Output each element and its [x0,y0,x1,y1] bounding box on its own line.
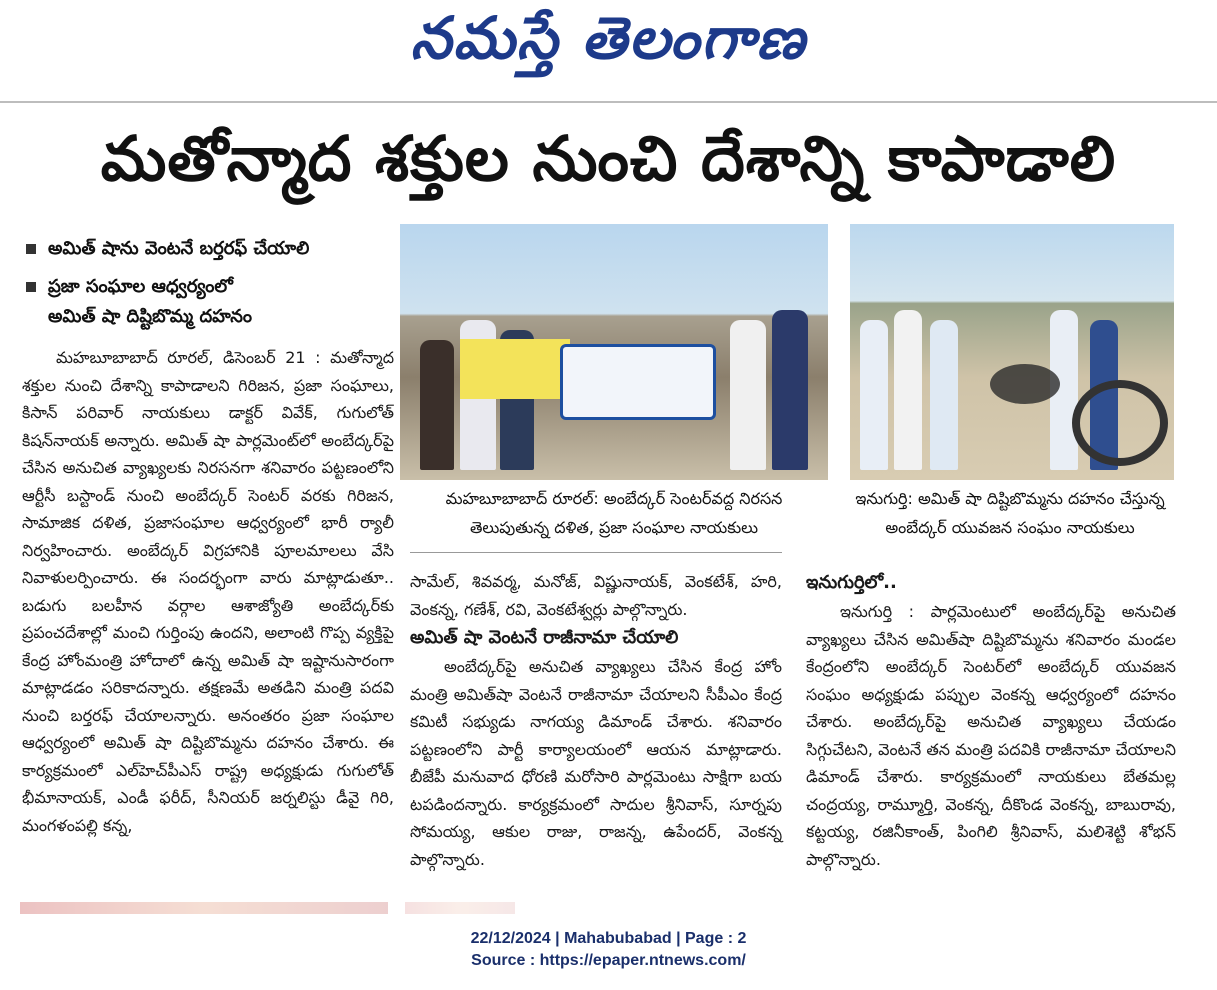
masthead-title: నమస్తే తెలంగాణ [410,4,807,72]
photo-caption-effigy: ఇనుగుర్తి: అమిత్ షా దిష్టిబొమ్మను దహనం చేస్తున్న అంబేద్కర్ యువజన సంఘం నాయకులు [855,489,1165,537]
article-column-1 [22,344,394,839]
section-subhead: ఇనుగుర్తిలో.. [806,572,897,593]
bullet-text-continued: అమిత్ షా దిష్టిబొమ్మ దహనం [48,306,252,327]
cropped-image-strip [20,902,388,914]
headline: మతోన్మాద శక్తుల నుంచి దేశాన్ని కాపాడాలి [100,122,1117,195]
bullet-square-icon [26,244,36,254]
bullet-item [22,272,392,332]
footer-source: Source : https://epaper.ntnews.com/ [471,952,746,969]
article-paragraph: అంబేద్కర్‌పై అనుచిత వ్యాఖ్యలు చేసిన కేంద్ర హోం మంత్రి అమిత్‌షా వెంటనే రాజీనామా చేయాలని సీపీఎం కేంద్ర కమిటీ సభ్యుడు నాగయ్య డిమాండ్ చేశారు. శనివారం పట్టణంలోని పార్టీ కార్యాలయంలో ఆయన మాట్లాడారు. బీజేపీ మనువాద ధోరణి మరోసారి పార్లమెంటు సాక్షిగా బయ టపడిందన్నారు. కార్యక్రమంలో సాదుల శ్రీనివాస్, సూర్నపు సోమయ్య, ఆకుల రాజు, రాజన్న, ఉపేందర్, వెంకన్న పాల్గొన్నారు. [410,657,782,869]
bullet-item [22,234,392,264]
masthead-divider [0,101,1217,103]
bullet-square-icon [26,282,36,292]
bullet-text: ప్రజా సంఘాల ఆధ్వర్యంలో [48,276,233,297]
rally-photo [400,224,828,480]
article-paragraph: ఇనుగుర్తి : పార్లమెంటులో అంబేద్కర్‌పై అనుచిత వ్యాఖ్యలు చేసిన అమిత్‌షా దిష్టిబొమ్మను శనివారం మండల కేంద్రంలోని అంబేద్కర్ సెంటర్‌లో అంబేద్కర్ యువజన సంఘం అధ్యక్షుడు పప్పుల వెంకన్న ఆధ్వర్యంలో దహనం చేశారు. అంబేద్కర్‌పై అనుచిత వ్యాఖ్యలు చేయడం సిగ్గుచేటని, వెంటనే తన మంత్రి పదవికి రాజీనామా చేయాలని డిమాండ్ చేశారు. కార్యక్రమంలో నాయకులు బేతమల్ల చంద్రయ్య, రామ్మూర్తి, వెంకన్న, దీకొండ వెంకన్న, బాబురావు, కట్టయ్య, రజినీకాంత్, పింగిలి శ్రీనివాస్, మలిశెట్టి శోభన్ పాల్గొన్నారు. [806,602,1176,869]
section-subhead: అమిత్ షా వెంటనే రాజీనామా చేయాలి [410,627,679,648]
article-paragraph: మహబూబాబాద్ రూరల్, డిసెంబర్ 21 : మతోన్మాద శక్తుల నుంచి దేశాన్ని కాపాడాలని గిరిజన, ప్రజా సంఘాలు, కిసాన్ పరివార్ నాయకులు డాక్టర్ వివేక్, గుగులోత్ కిషన్‌నాయక్ అన్నారు. అమిత్ షా పార్లమెంట్‌లో అంబేద్కర్‌పై చేసిన అనుచిత వ్యాఖ్యలకు నిరసనగా శనివారం పట్టణంలోని ఆర్టీసీ బస్టాండ్ నుంచి అంబేద్కర్ సెంటర్ వరకు గిరిజన, సామాజిక దళిత, ప్రజాసంఘాల ఆధ్వర్యంలో భారీ ర్యాలీ నిర్వహించారు. అంబేద్కర్ విగ్రహానికి పూలమాలలు వేసి నివాళులర్పించారు. ఈ సందర్భంగా వారు మాట్లాడుతూ.. బడుగు బలహీన వర్గాల ఆశాజ్యోతి అంబేద్కర్‌కు ప్రపంచదేశాల్లో మంచి గుర్తింపు ఉందని, అలాంటి గొప్ప వ్యక్తిపై కేంద్ర హోంమంత్రి హోదాలో ఉన్న అమిత్ షా ఇష్టానుసారంగా మాట్లాడడం సరికాదన్నారు. తక్షణమే అతడిని మంత్రి పదవి నుంచి బర్తరఫ్ చేయాలన్నారు. అనంతరం ప్రజా సంఘాల ఆధ్వర్యంలో అమిత్ షా దిష్టిబొమ్మను దహనం చేశారు. ఈ కార్యక్రమంలో ఎల్‌హెచ్‌పీఎస్ రాష్ట్ర అధ్యక్షుడు గుగులోత్ భీమానాయక్, ఎండీ ఫరీద్, సీనియర్ జర్నలిస్టు డీవై గిరి, మంగళంపల్లి కన్న, [22,348,394,835]
bullet-text: అమిత్ షాను వెంటనే బర్తరఫ్ చేయాలి [48,238,310,259]
article-paragraph: సామేల్, శివవర్మ, మనోజ్, విష్ణునాయక్, వెంకటేశ్, హరి, వెంకన్న, గణేశ్, రవి, వెంకటేశ్వర్లు పాల్గొన్నారు. [410,572,782,619]
article-column-3 [806,568,1176,873]
footer-date-edition: 22/12/2024 | Mahabubabad | Page : 2 [470,930,747,947]
masthead [0,0,1217,100]
bullet-list [22,234,392,332]
cropped-image-strip [405,902,515,914]
caption-divider [410,552,782,553]
effigy-burning-photo [850,224,1174,480]
article-column-2 [410,568,782,873]
photo-caption-rally: మహబూబాబాద్ రూరల్: అంబేద్కర్ సెంటర్‌వద్ద నిరసన తెలుపుతున్న దళిత, ప్రజా సంఘాల నాయకులు [445,489,783,537]
